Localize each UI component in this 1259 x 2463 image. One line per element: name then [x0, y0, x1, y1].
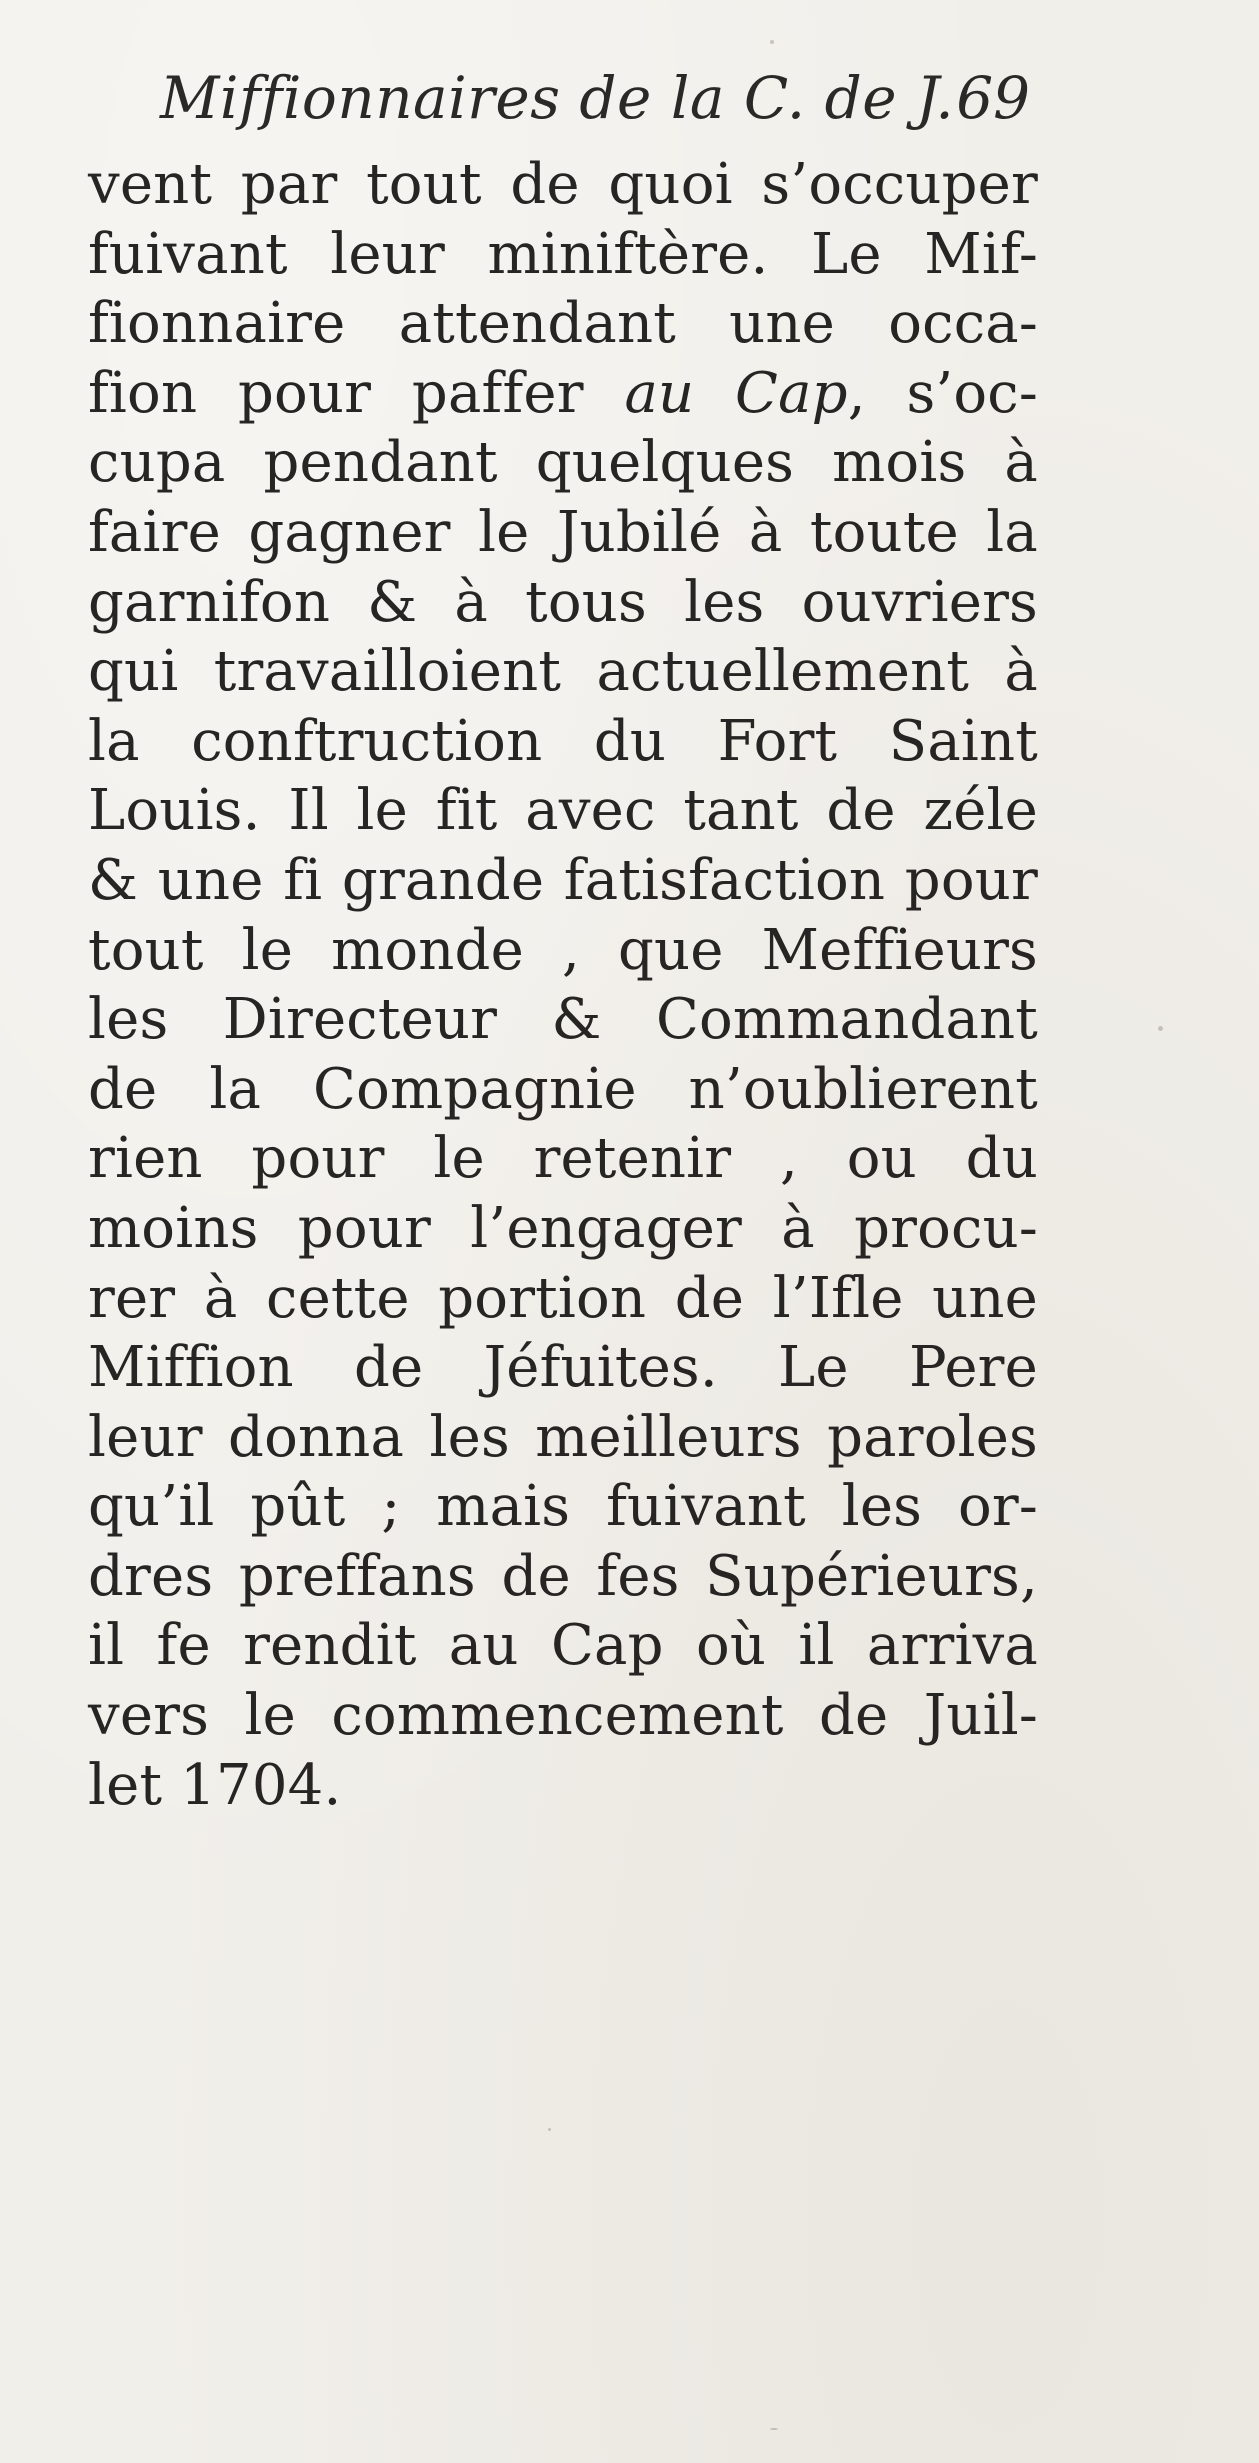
- paper-speck: [1158, 1026, 1163, 1031]
- text-line: fuivant leur miniftère. Le Mif-: [88, 221, 1038, 287]
- text-line: Louis. Il le fit avec tant de zéle: [88, 778, 1038, 844]
- text-line: moins pour l’engager à procu-: [88, 1195, 1038, 1261]
- text-line: dres preffans de fes Supérieurs,: [88, 1543, 1038, 1609]
- text-line: les Directeur & Commandant: [88, 987, 1038, 1053]
- text-line: rien pour le retenir , ou du: [88, 1126, 1038, 1192]
- paper-speck: [770, 40, 774, 44]
- text-line: let 1704.: [88, 1752, 342, 1818]
- text-line: [88, 359, 1038, 429]
- text-line: fionnaire attendant une occa-: [88, 291, 1038, 357]
- paper-speck: [770, 2428, 778, 2430]
- text-line: faire gagner le Jubilé à toute la: [88, 499, 1038, 565]
- text-line: qui travailloient actuellement à: [88, 639, 1038, 705]
- text-line: tout le monde , que Meffieurs: [88, 917, 1038, 983]
- text-line: la conftruction du Fort Saint: [88, 708, 1038, 774]
- italic-place-name: au Cap: [624, 360, 848, 426]
- text-line: vers le commencement de Juil-: [88, 1683, 1038, 1749]
- text-line: cupa pendant quelques mois à: [88, 430, 1038, 496]
- text-line: il fe rendit au Cap où il arriva: [88, 1613, 1038, 1679]
- text-line: & une fi grande fatisfaction pour: [88, 847, 1038, 913]
- text-line: garnifon & à tous les ouvriers: [88, 569, 1038, 635]
- text-line: leur donna les meilleurs paroles: [88, 1404, 1038, 1470]
- text-segment: fion pour paffer: [88, 360, 625, 426]
- running-title: Miffionnaires de la C. de J.: [160, 64, 955, 132]
- paper-speck: [548, 2128, 551, 2131]
- text-line: de la Compagnie n’oublierent: [88, 1056, 1038, 1122]
- body-text: [88, 150, 1038, 1820]
- text-line: rer à cette portion de l’Ifle une: [88, 1265, 1038, 1331]
- page-header: [160, 64, 1030, 150]
- page-number: 69: [956, 64, 1030, 132]
- text-line: qu’il pût ; mais fuivant les or-: [88, 1474, 1038, 1540]
- text-line: vent par tout de quoi s’occuper: [88, 152, 1038, 217]
- text-segment: , s’oc-: [847, 360, 1038, 426]
- text-line: Miffion de Jéfuites. Le Pere: [88, 1335, 1038, 1401]
